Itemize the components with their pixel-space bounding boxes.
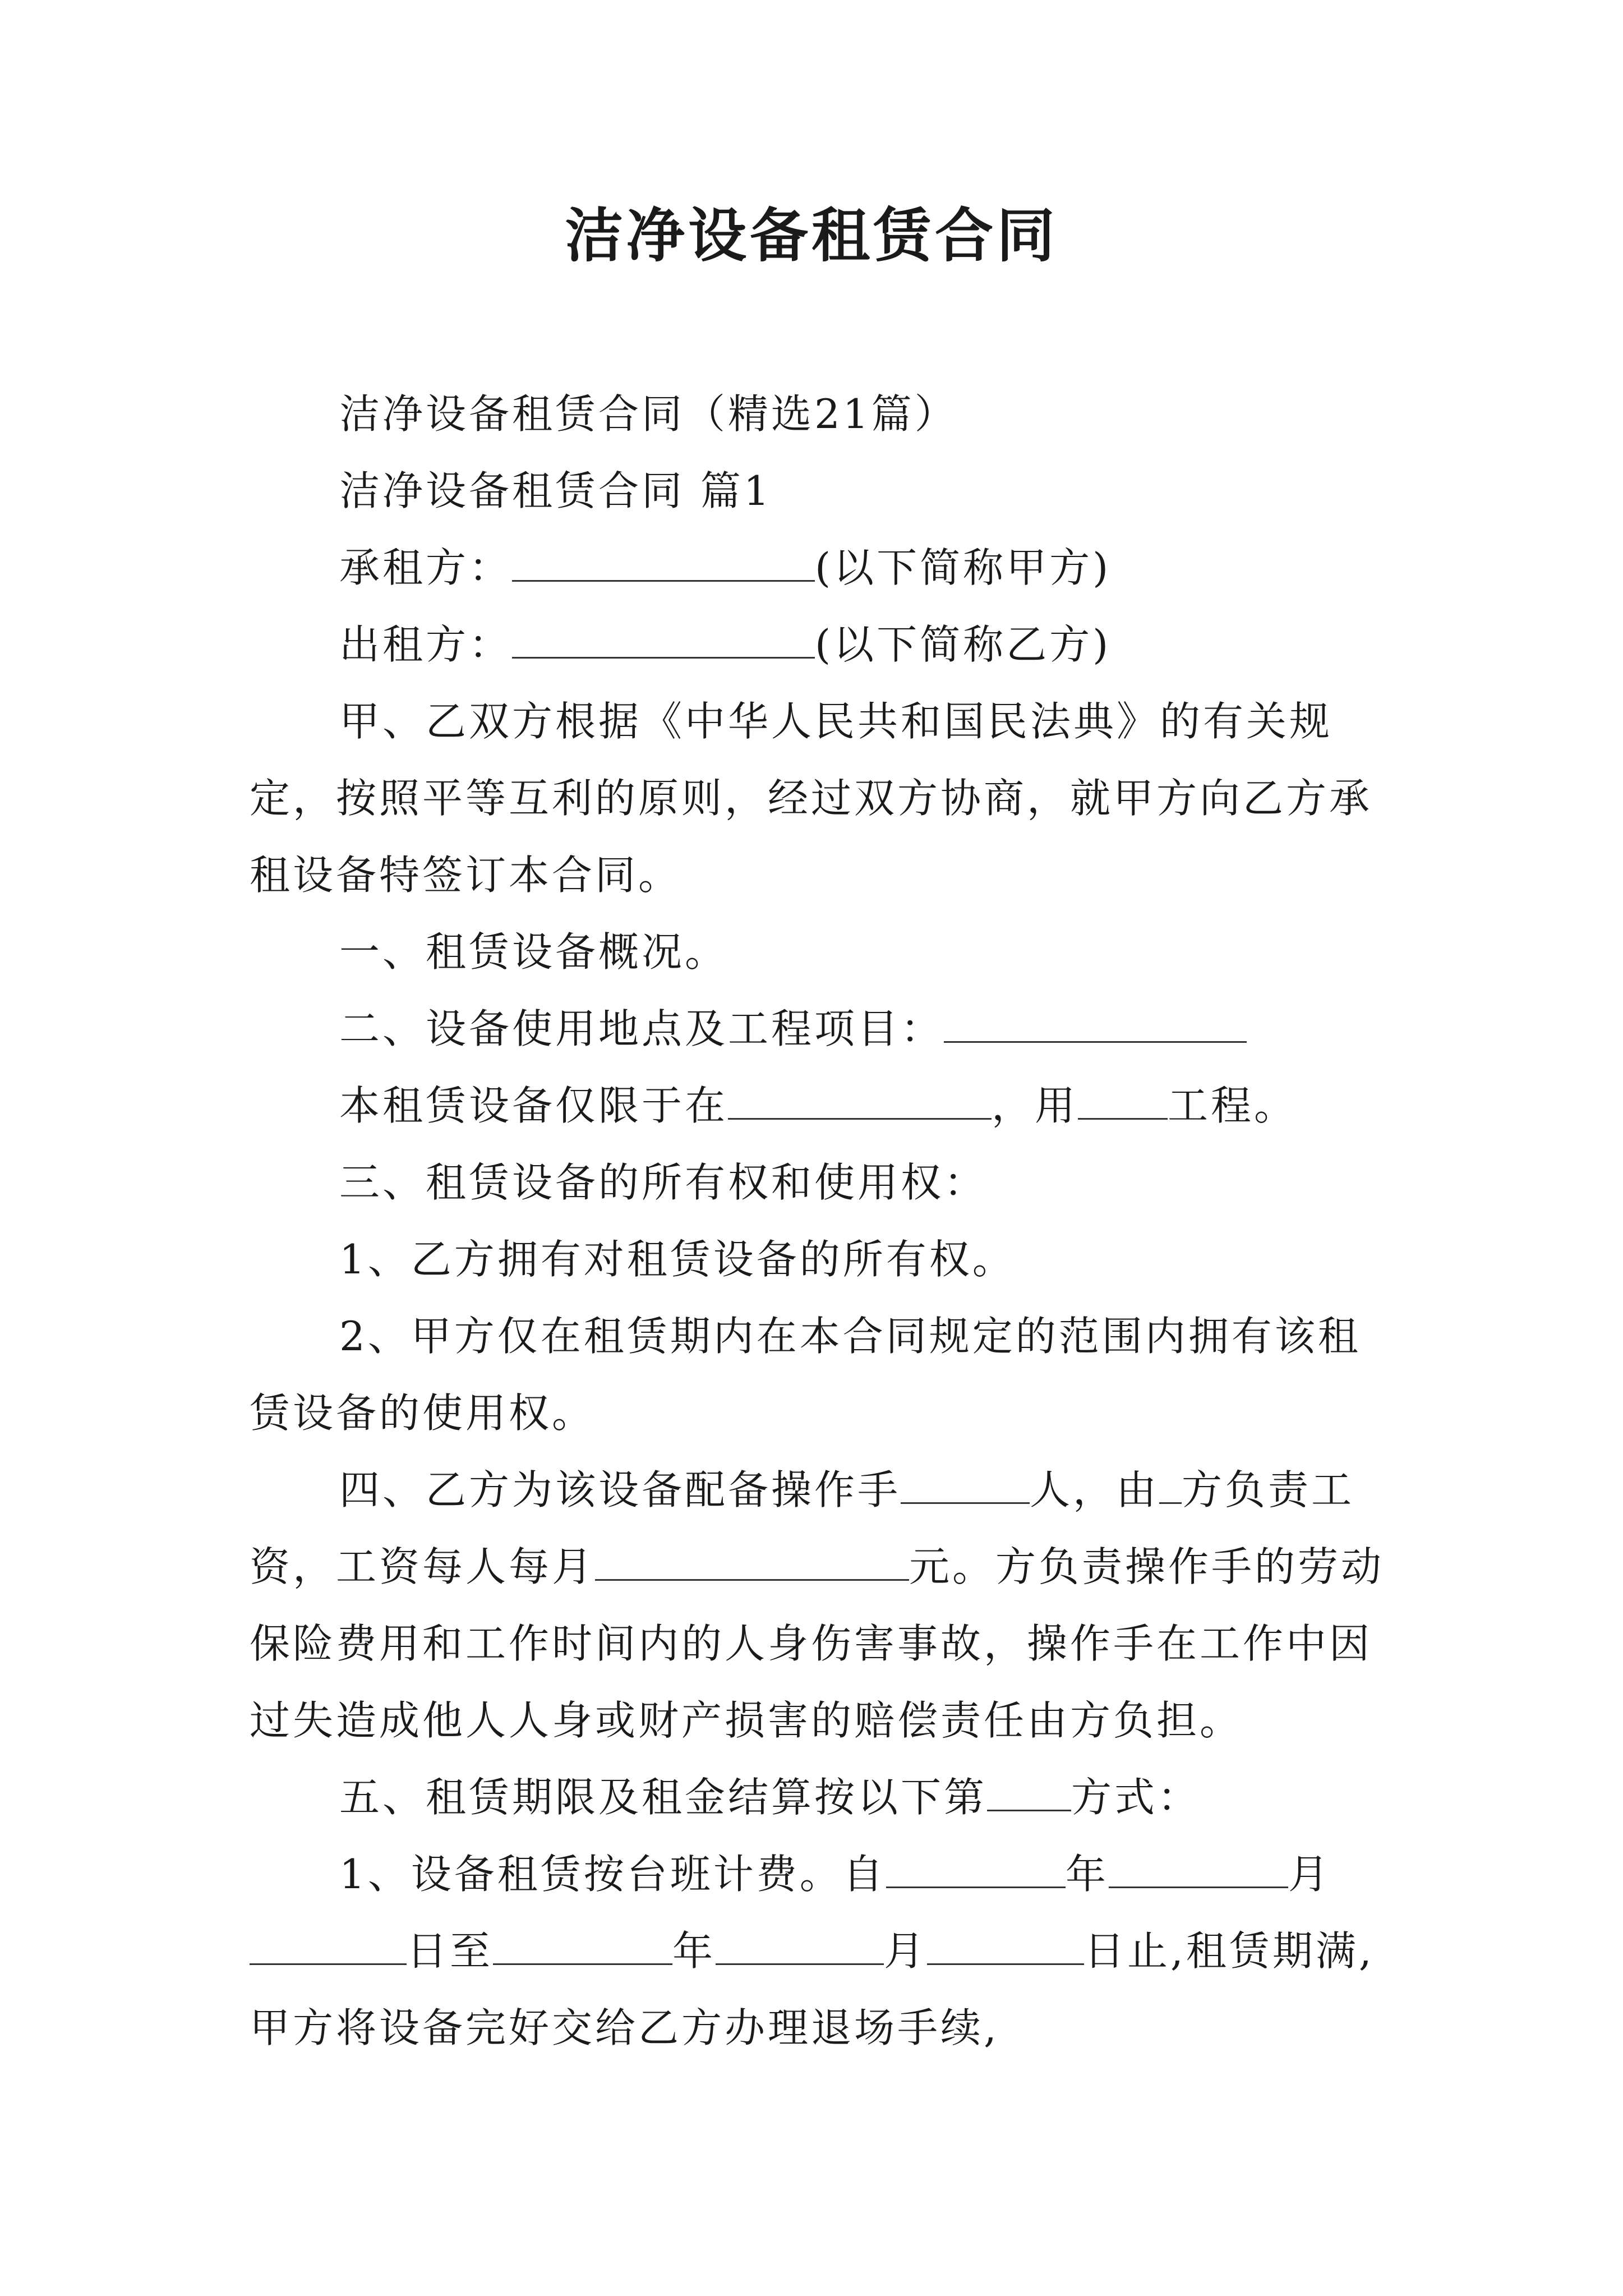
start-year-label: 年 bbox=[1065, 1851, 1109, 1898]
lessee-suffix: (以下简称甲方) bbox=[815, 544, 1112, 591]
clause-4-d: 元。方负责操作手的劳动保险费用和工作时间内的人身伤害事故，操作手在工作中因过失造成他人人身或财产损害的赔偿责任由方负担。 bbox=[250, 1543, 1385, 1744]
clause-3 bbox=[250, 1144, 1388, 1221]
start-day-blank[interactable] bbox=[250, 1929, 407, 1965]
clause-3-text: 三、租赁设备的所有权和使用权： bbox=[339, 1159, 988, 1206]
clause-4 bbox=[250, 1452, 1388, 1759]
clause-4-c: 方负责工资，工资每人每月 bbox=[250, 1466, 1355, 1590]
clause-1 bbox=[250, 914, 1388, 991]
lessor-line bbox=[250, 606, 1388, 683]
clause-3-item-1 bbox=[250, 1221, 1388, 1298]
end-year-label: 年 bbox=[672, 1927, 716, 1975]
document-title: 洁净设备租赁合同 bbox=[564, 201, 1058, 270]
start-day-label: 日至 bbox=[407, 1927, 494, 1975]
clause-2-detail-b: ，用 bbox=[992, 1082, 1078, 1129]
wage-party-blank[interactable] bbox=[1159, 1467, 1182, 1504]
clause-2-detail-c: 工程。 bbox=[1168, 1082, 1298, 1129]
start-month-blank[interactable] bbox=[1109, 1852, 1288, 1888]
clause-1-text: 一、租赁设备概况。 bbox=[339, 928, 728, 976]
clause-5 bbox=[250, 1759, 1388, 1836]
lessee-line bbox=[250, 530, 1388, 606]
start-year-blank[interactable] bbox=[886, 1852, 1066, 1888]
preamble-paragraph bbox=[250, 683, 1388, 914]
end-year-blank[interactable] bbox=[493, 1929, 672, 1965]
start-month-label: 月 bbox=[1288, 1851, 1331, 1898]
clause-4-a: 四、乙方为该设备配备操作手 bbox=[339, 1466, 901, 1513]
end-month-blank[interactable] bbox=[716, 1929, 884, 1965]
clause-2 bbox=[250, 991, 1388, 1068]
subtitle-text: 洁净设备租赁合同（精选21篇） bbox=[339, 390, 958, 438]
project-name-blank[interactable] bbox=[1078, 1083, 1168, 1120]
clause-2-text: 二、设备使用地点及工程项目： bbox=[339, 1005, 944, 1052]
lessee-name-blank[interactable] bbox=[512, 545, 815, 582]
usage-location-blank[interactable] bbox=[728, 1083, 992, 1120]
end-day-blank[interactable] bbox=[927, 1929, 1084, 1965]
lessee-label: 承租方： bbox=[339, 544, 513, 591]
clause-2-detail-a: 本租赁设备仅限于在 bbox=[339, 1082, 728, 1129]
document-subtitle bbox=[250, 376, 1388, 453]
clause-3-item-1-text: 1、乙方拥有对租赁设备的所有权。 bbox=[339, 1236, 1016, 1283]
section-heading-text: 洁净设备租赁合同 篇1 bbox=[339, 467, 772, 514]
clause-2-detail bbox=[250, 1068, 1388, 1144]
lessor-suffix: (以下简称乙方) bbox=[815, 621, 1112, 668]
section-heading bbox=[250, 453, 1388, 530]
clause-5-item-1 bbox=[250, 1836, 1388, 2067]
monthly-wage-blank[interactable] bbox=[595, 1544, 909, 1581]
clause-4-b: 人，由 bbox=[1030, 1466, 1160, 1513]
operator-count-blank[interactable] bbox=[901, 1467, 1030, 1504]
lessor-label: 出租方： bbox=[339, 621, 513, 668]
clause-5-a: 五、租赁期限及租金结算按以下第 bbox=[339, 1774, 988, 1821]
clause-3-item-2 bbox=[250, 1298, 1388, 1452]
lessor-name-blank[interactable] bbox=[512, 622, 815, 659]
settlement-method-blank[interactable] bbox=[987, 1775, 1071, 1811]
clause-3-item-2-text: 2、甲方仅在租赁期内在本合同规定的范围内拥有该租赁设备的使用权。 bbox=[250, 1313, 1361, 1437]
end-month-label: 月 bbox=[884, 1927, 928, 1975]
clause-5-item-1-end: 日止,租赁期满,甲方将设备完好交给乙方办理退场手续, bbox=[250, 1927, 1375, 2051]
document-body bbox=[250, 376, 1388, 2067]
preamble-text: 甲、乙双方根据《中华人民共和国民法典》的有关规定，按照平等互利的原则，经过双方协商，就甲方向乙方承租设备特签订本合同。 bbox=[250, 698, 1373, 899]
clause-5-item-1-a: 1、设备租赁按台班计费。自 bbox=[339, 1851, 886, 1898]
project-location-blank[interactable] bbox=[944, 1006, 1247, 1043]
clause-5-b: 方式： bbox=[1071, 1774, 1201, 1821]
